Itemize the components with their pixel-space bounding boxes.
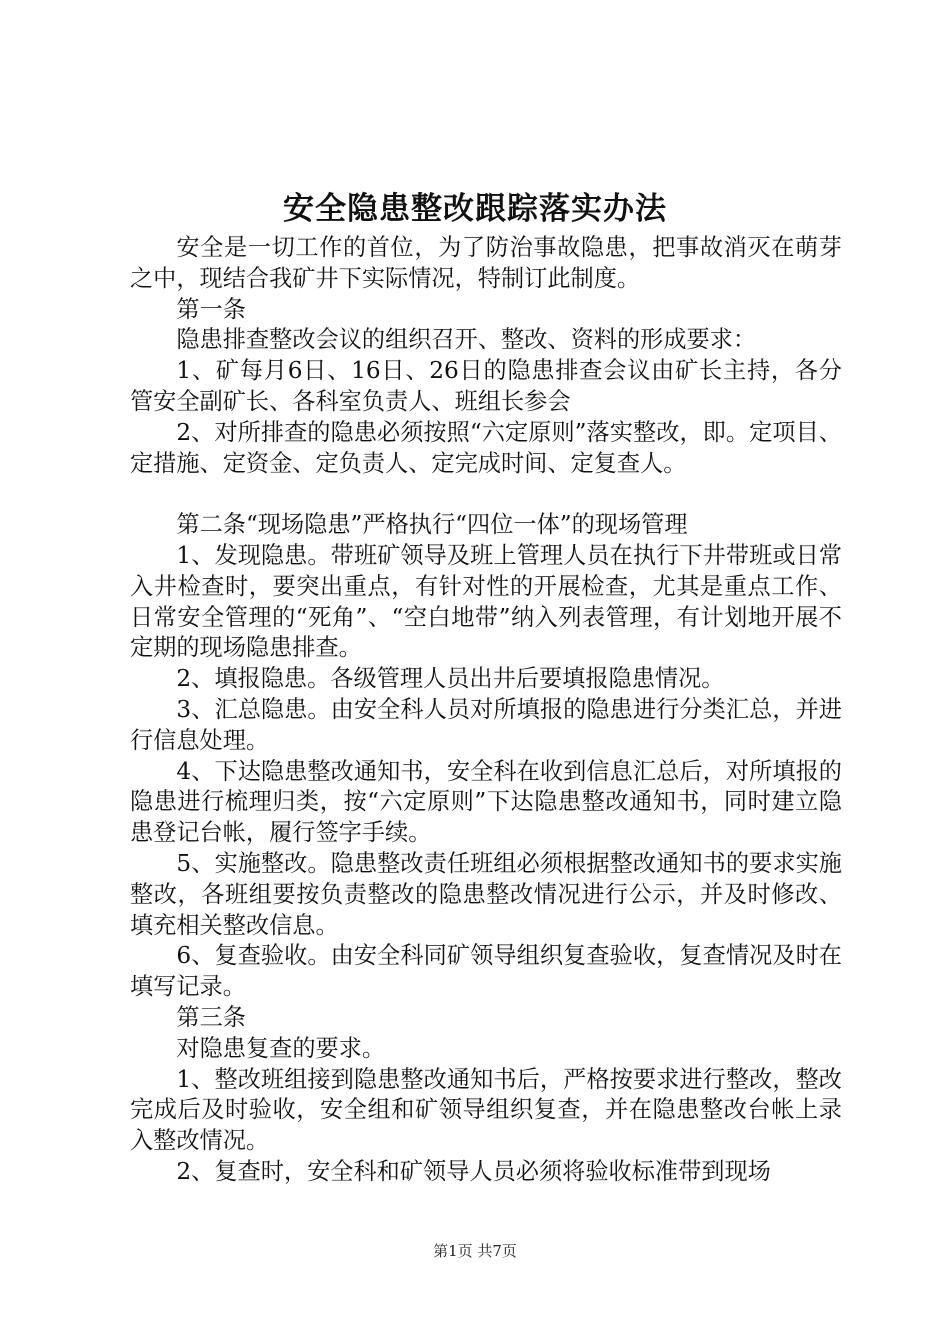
paragraph-intro: 安全是一切工作的首位，为了防治事故隐患，把事故消灭在萌芽之中，现结合我矿井下实际情况，特制订此制度。 bbox=[130, 234, 842, 292]
article-3-item-2: 2、复查时，安全科和矿领导人员必须将验收标准带到现场 bbox=[176, 1157, 771, 1185]
article-3-heading: 第三条 bbox=[176, 1003, 246, 1031]
article-2-heading: 第二条“现场隐患”严格执行“四位一体”的现场管理 bbox=[176, 511, 688, 539]
page-number-footer: 第1页 共7页 bbox=[433, 1242, 517, 1260]
article-2-item-4: 4、下达隐患整改通知书，安全科在收到信息汇总后，对所填报的隐患进行梳理归类，按“六定原则”下达隐患整改通知书，同时建立隐患登记台帐，履行签字手续。 bbox=[130, 757, 842, 847]
article-3-subheading: 对隐患复查的要求。 bbox=[176, 1034, 386, 1062]
document-title: 安全隐患整改跟踪落实办法 bbox=[283, 191, 667, 227]
article-2-item-6: 6、复查验收。由安全科同矿领导组织复查验收，复查情况及时在填写记录。 bbox=[130, 942, 842, 1001]
article-2-item-2: 2、填报隐患。各级管理人员出井后要填报隐患情况。 bbox=[176, 665, 725, 693]
article-1-heading: 第一条 bbox=[176, 295, 246, 323]
article-3-item-1: 1、整改班组接到隐患整改通知书后，严格按要求进行整改，整改完成后及时验收，安全组和矿领导组织复查，并在隐患整改台帐上录入整改情况。 bbox=[130, 1065, 842, 1155]
document-body bbox=[130, 233, 842, 1188]
article-2-item-3: 3、汇总隐患。由安全科人员对所填报的隐患进行分类汇总，并进行信息处理。 bbox=[130, 695, 842, 754]
article-2-item-1: 1、发现隐患。带班矿领导及班上管理人员在执行下井带班或日常入井检查时，要突出重点，有针对性的开展检查，尤其是重点工作、日常安全管理的“死角”、“空白地带”纳入列表管理，有计划地开展不定期的现场隐患排查。 bbox=[130, 541, 842, 662]
article-1-item-1: 1、矿每月6日、16日、26日的隐患排查会议由矿长主持，各分管安全副矿长、各科室负责人、班组长参会 bbox=[130, 357, 842, 415]
blank-line bbox=[130, 479, 842, 510]
article-2-item-5: 5、实施整改。隐患整改责任班组必须根据整改通知书的要求实施整改，各班组要按负责整改的隐患整改情况进行公示，并及时修改、填充相关整改信息。 bbox=[130, 849, 842, 939]
article-1-subheading: 隐患排查整改会议的组织召开、整改、资料的形成要求： bbox=[176, 326, 757, 354]
article-1-item-2: 2、对所排查的隐患必须按照“六定原则”落实整改，即。定项目、定措施、定资金、定负责人、定完成时间、定复查人。 bbox=[130, 418, 842, 477]
